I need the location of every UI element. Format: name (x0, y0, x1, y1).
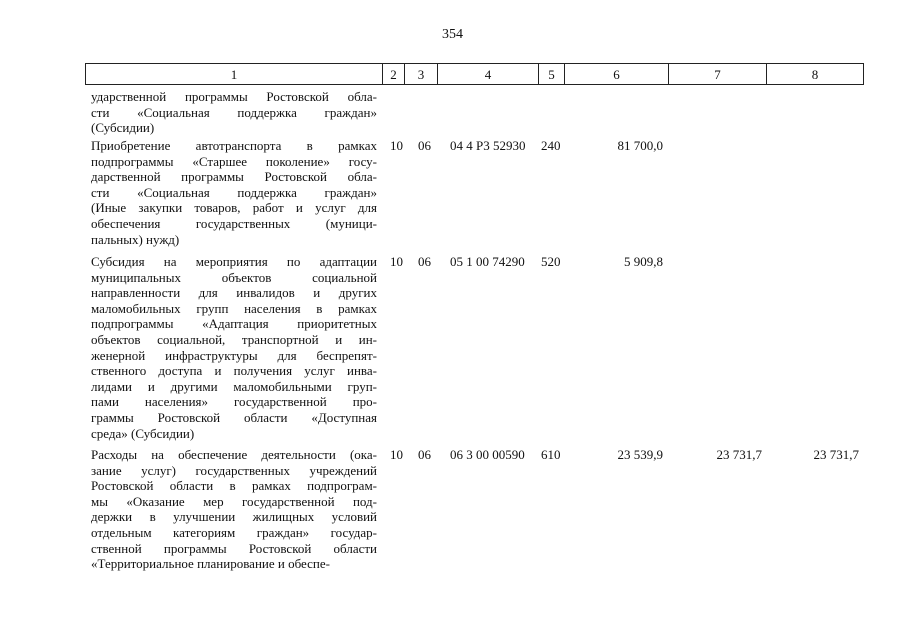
description-line: (Иные закупки товаров, работ и услуг для (91, 200, 377, 216)
row-description (91, 89, 377, 136)
cell-expense-type: 240 (541, 138, 561, 153)
description-line: подпрограммы «Старшее поколение» госу- (91, 153, 377, 169)
description-line: дарственной программы Ростовской обла- (91, 169, 377, 185)
description-line: граммы Ростовской области «Доступная (91, 409, 377, 425)
description-line: держки в улучшении жилищных условий (91, 509, 377, 525)
column-header-8: 8 (766, 63, 864, 85)
cell-section: 10 (390, 254, 403, 269)
page-number: 354 (442, 27, 463, 42)
cell-section: 10 (390, 447, 403, 462)
description-line: сти «Социальная поддержка граждан» (91, 104, 377, 120)
description-line: направленности для инвалидов и других (91, 285, 377, 301)
description-line: пальных) нужд) (91, 231, 180, 247)
cell-subsection: 06 (418, 447, 431, 462)
description-line: Расходы на обеспечение деятельности (ока- (91, 447, 377, 462)
description-line: отдельным категориям граждан» государ- (91, 524, 377, 540)
description-line: пами населения» государственной про- (91, 394, 377, 410)
row-description (91, 138, 377, 247)
description-line: среда» (Субсидии) (91, 425, 195, 441)
description-line: Ростовской области в рамках подпрограм- (91, 478, 377, 494)
cell-target-article: 06 3 00 00590 (450, 447, 525, 462)
description-line: подпрограммы «Адаптация приоритетных (91, 316, 377, 332)
description-line: ственной программы Ростовской области (91, 540, 377, 556)
cell-expense-type: 520 (541, 254, 561, 269)
row-description (91, 254, 377, 441)
column-header-5: 5 (538, 63, 564, 85)
description-line: ударственной программы Ростовской обла- (91, 89, 377, 104)
description-line: лидами и другими маломобильными груп- (91, 378, 377, 394)
column-header-4: 4 (437, 63, 538, 85)
cell-amount-col6: 81 700,0 (617, 138, 663, 153)
cell-section: 10 (390, 138, 403, 153)
cell-subsection: 06 (418, 254, 431, 269)
description-line: сти «Социальная поддержка граждан» (91, 184, 377, 200)
description-line: объектов социальной, транспортной и ин- (91, 331, 377, 347)
description-line: маломобильных групп населения в рамках (91, 300, 377, 316)
description-line: зание услуг) государственных учреждений (91, 462, 377, 478)
row-description (91, 447, 377, 572)
cell-target-article: 05 1 00 74290 (450, 254, 525, 269)
cell-amount-col6: 23 539,9 (617, 447, 663, 462)
description-line: муниципальных объектов социальной (91, 269, 377, 285)
cell-amount-col8: 23 731,7 (813, 447, 859, 462)
column-header-2: 2 (382, 63, 404, 85)
description-line: обеспечения государственных (муници- (91, 215, 377, 231)
description-line: Субсидия на мероприятия по адаптации (91, 254, 377, 269)
column-header-3: 3 (404, 63, 437, 85)
description-line: (Субсидии) (91, 120, 155, 136)
cell-target-article: 04 4 P3 52930 (450, 138, 526, 153)
description-line: ственного доступа и получения услуг инва- (91, 363, 377, 379)
description-line: мы «Оказание мер государственной под- (91, 493, 377, 509)
table-header-row (85, 63, 864, 85)
column-header-7: 7 (668, 63, 766, 85)
description-line: «Территориальное планирование и обеспе- (91, 556, 330, 572)
cell-subsection: 06 (418, 138, 431, 153)
column-header-1: 1 (85, 63, 382, 85)
description-line: женерной инфраструктуры для беспрепят- (91, 347, 377, 363)
column-header-6: 6 (564, 63, 668, 85)
cell-expense-type: 610 (541, 447, 561, 462)
cell-amount-col6: 5 909,8 (624, 254, 663, 269)
cell-amount-col7: 23 731,7 (716, 447, 762, 462)
description-line: Приобретение автотранспорта в рамках (91, 138, 377, 153)
